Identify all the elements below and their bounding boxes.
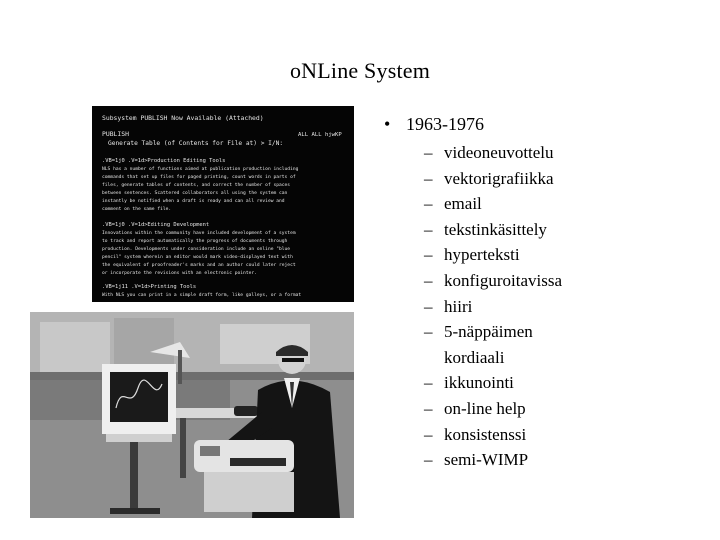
dash-marker: – bbox=[424, 450, 433, 470]
list-item bbox=[424, 242, 624, 268]
list-item bbox=[424, 396, 624, 422]
screen-sec3: .VB=1j11 .V=1d>Printing Tools bbox=[102, 284, 197, 290]
list-item-text: videoneuvottelu bbox=[444, 143, 554, 162]
dash-marker: – bbox=[424, 219, 433, 239]
list-item-text: vektorigrafiikka bbox=[444, 168, 554, 188]
list-item-text: on-line help bbox=[444, 398, 526, 418]
slide-title: oNLine System bbox=[289, 58, 431, 83]
screen-sec1: .VB=1j0 .V=1d>Production Editing Tools bbox=[102, 158, 226, 164]
bullet-dot: • bbox=[384, 114, 391, 134]
nls-screen-image bbox=[92, 106, 354, 302]
list-item-text: 5-näppäimen kordiaali bbox=[444, 322, 533, 367]
screen-para2-line: the equivalent of proofreader's marks and an author could later reject bbox=[102, 263, 296, 268]
list-item bbox=[424, 268, 624, 294]
dash-marker: – bbox=[424, 322, 433, 342]
main-bullet bbox=[384, 114, 484, 135]
screen-para2-line: or incorporate the revisions with an electronic pointer. bbox=[102, 271, 257, 276]
nls-console-photo bbox=[30, 312, 354, 518]
screen-header: Subsystem PUBLISH Now Available (Attached) bbox=[102, 114, 264, 122]
list-item bbox=[424, 191, 624, 217]
screen-para1-line: comment on the same file. bbox=[102, 207, 172, 212]
list-item bbox=[424, 422, 624, 448]
list-item-text: hiiri bbox=[444, 296, 473, 316]
screen-para2-line: Innovations within the community have included development of a system bbox=[102, 231, 296, 236]
list-item bbox=[424, 447, 624, 473]
dash-marker: – bbox=[424, 194, 433, 214]
screen-sub2: Generate Table (of Contents for File at) > I/N: bbox=[108, 140, 284, 147]
dash-marker: – bbox=[424, 424, 433, 444]
list-item-text: hyperteksti bbox=[444, 245, 520, 265]
bullet-text: 1963-1976 bbox=[406, 114, 484, 134]
dash-marker: – bbox=[424, 168, 433, 188]
screen-sec2: .VB=1j0 .V=1d>Editing Development bbox=[102, 222, 210, 228]
feature-list bbox=[424, 140, 624, 473]
screen-para1-line: NLS has a number of functions aimed at publication production including bbox=[102, 167, 299, 172]
dash-marker: – bbox=[424, 296, 433, 316]
screen-para2-line: production. Developments under consideration include an online "blue bbox=[102, 247, 291, 252]
screen-para1-line: between sentences. Scattered collaborators all using the system can bbox=[102, 191, 288, 196]
screen-sub1: PUBLISH bbox=[102, 130, 129, 138]
list-item-text: konfiguroitavissa bbox=[444, 270, 563, 290]
screen-para2-line: to track and report automatically the progress of documents through bbox=[102, 239, 288, 244]
list-item-text: tekstinkäsittely bbox=[444, 219, 547, 239]
screen-para1-line: commands that set up files for paged printing, count words in parts of bbox=[102, 175, 296, 180]
list-item-text: semi-WIMP bbox=[444, 450, 529, 470]
list-item-text: konsistenssi bbox=[444, 424, 527, 444]
dash-marker: – bbox=[424, 270, 433, 290]
list-item bbox=[424, 370, 624, 396]
list-item-text: email bbox=[444, 194, 482, 214]
screen-para1-line: instantly be notified when a draft is ready and can all review and bbox=[102, 199, 285, 204]
list-item bbox=[424, 319, 624, 370]
dash-marker: – bbox=[424, 143, 433, 162]
list-item bbox=[424, 140, 624, 166]
dash-marker: – bbox=[424, 245, 433, 265]
screen-sub1-right: ALL ALL hjwKP bbox=[298, 132, 342, 138]
list-item-text: ikkunointi bbox=[444, 373, 514, 393]
screen-para2-line: pencil" system wherein an editor would mark video-displayed text with bbox=[102, 255, 293, 260]
list-item bbox=[424, 217, 624, 243]
screen-para1-line: files, generate tables of contents, and correct the number of spaces bbox=[102, 183, 291, 188]
dash-marker: – bbox=[424, 373, 433, 393]
dash-marker: – bbox=[424, 398, 433, 418]
list-item bbox=[424, 294, 624, 320]
list-item bbox=[424, 166, 624, 192]
screen-para3-line: With NLS you can print in a simple draft form, like galleys, or a format bbox=[102, 293, 302, 298]
